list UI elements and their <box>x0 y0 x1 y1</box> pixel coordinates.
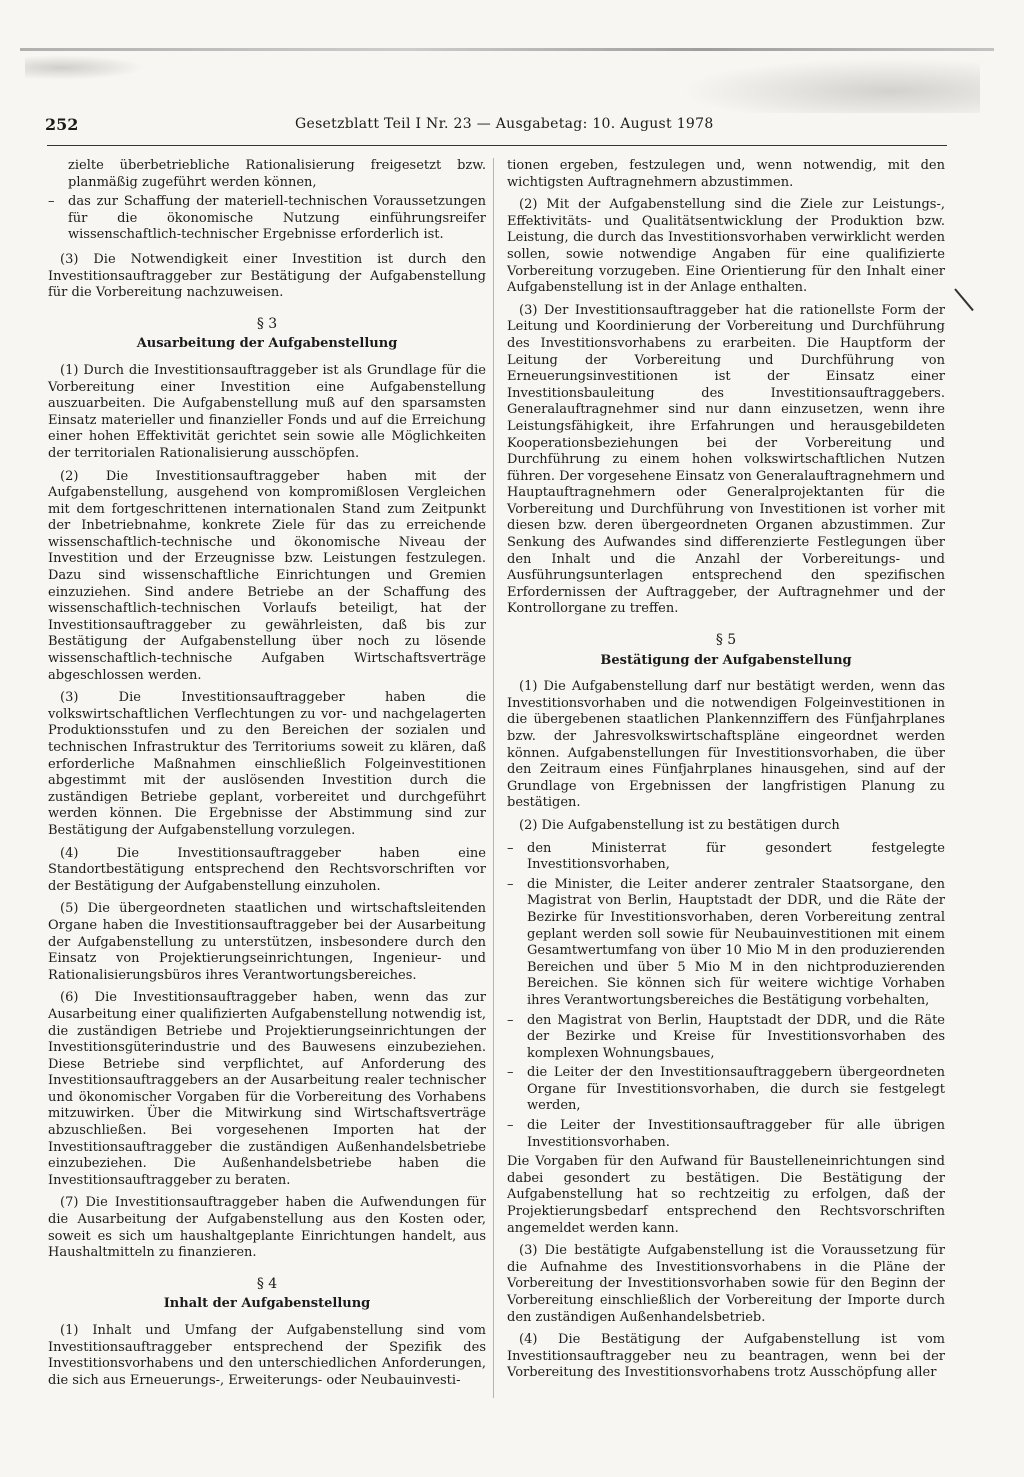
list-item-text: den Magistrat von Berlin, Hauptstadt der DDR, und die Räte der Bezirke und Kreise für Investitionsvorhaben des komplexen Wohnungsbaues, <box>527 1012 945 1061</box>
left-column <box>48 158 486 1395</box>
paragraph: (1) Die Aufgabenstellung darf nur bestätigt werden, wenn das Investitionsvorhaben und die notwendigen Folgeinvestitionen in die übergebenen staatlichen Plankennziffern des Fünfjahrplanes bzw. der Jahresvolkswirtschaftspläne eingeordnet werden können. Aufgabenstellungen für Investitionsvorhaben, die über den Zeitraum eines Fünfjahrplanes hinausgehen, sind auf der Grundlage von Ergebnissen der langfristigen Planung zu bestätigen. <box>507 679 945 811</box>
section-number: § 3 <box>256 315 278 332</box>
list-item <box>507 841 945 874</box>
scan-smudge <box>25 55 145 80</box>
list-item <box>507 1065 945 1115</box>
list-item <box>507 1118 945 1151</box>
right-column <box>507 158 945 1388</box>
list-item-text: den Ministerrat für gesondert festgelegte Investitionsvorhaben, <box>527 840 945 873</box>
section-title: Bestätigung der Aufgabenstellung <box>600 652 852 668</box>
margin-pen-mark <box>954 288 974 311</box>
continuation-text: tionen ergeben, festzulegen und, wenn notwendig, mit den wichtigsten Auftragnehmern abzustimmen. <box>507 158 945 190</box>
section-title: Ausarbeitung der Aufgabenstellung <box>136 336 398 352</box>
scan-smudge <box>680 58 980 113</box>
section-title: Inhalt der Aufgabenstellung <box>163 1296 371 1312</box>
list-item <box>507 877 945 1010</box>
paragraph: (3) Die bestätigte Aufgabenstellung ist die Voraussetzung für die Aufnahme des Investitionsvorhabens in die Pläne der Vorbereitung der Investitionsvorhaben sowie für den Beginn der Vorbereitung einschließlich der Vorbereitung der Importe durch den zuständigen Außenhandelsbetrieb. <box>507 1243 945 1325</box>
paragraph: (2) Die Aufgabenstellung ist zu bestätigen durch <box>519 817 840 833</box>
dash-marker: – <box>507 1012 514 1028</box>
paragraph: (4) Die Bestätigung der Aufgabenstellung ist vom Investitionsauftraggeber neu zu beantragen, wenn bei der Vorbereitung des Investitionsvorhabens trotz Ausschöpfung aller <box>507 1332 945 1381</box>
list-item-text: die Minister, die Leiter anderer zentraler Staatsorgane, den Magistrat von Berlin, Hauptstadt der DDR, und die Räte der Bezirke für Investitionsvorhaben, deren Vorbereitung zentral geplant werden soll sowie für Neubauinvestitionen mit einem Gesamtwertumfang von über 10 Mio M in den produzierenden Bereichen und über 5 Mio M in den nichtproduzierenden Bereichen. Sie können sich für weitere wichtige Vorhaben ihres Verantwortungsbereiches die Bestätigung vorbehalten, <box>527 876 945 1008</box>
list-item <box>48 194 486 244</box>
list-item-text: die Leiter der Investitionsauftraggeber für alle übrigen Investitionsvorhaben. <box>527 1118 945 1150</box>
paragraph: (3) Der Investitionsauftraggeber hat die rationellste Form der Leitung und Koordinierung der Vorbereitung und Durchführung des Investitionsvorhabens zu erarbeiten. Die Hauptform der Leitung der Vorbereitung und Durchführung von Erneuerungsinvestitionen ist der Einsatz einer Investitionsbauleitung des Investitionsauftraggebers. Generalauftragnehmer sind nur dann einzusetzen, wenn ihre Leistungsfähigkeit, ihre Erfahrungen und herausgebildeten Kooperationsbeziehungen bei der Vorbereitung und Durchführung zu einem hohen volkswirtschaftlichen Nutzen führen. Der vorgesehene Einsatz von Generalauftragnehmern und Hauptauftragnehmern oder Generalprojektanten für die Vorbereitung und Durchführung von Investitionen ist vorher mit diesen bzw. deren übergeordneten Organen abzustimmen. Zur Senkung des Aufwandes sind differenzierte Festlegungen über den Inhalt und die Anzahl der Vorbereitungs- und Ausführungsunterlagen entsprechend den spezifischen Erfordernissen der Auftraggeber, der Auftragnehmer und der Kontrollorgane zu treffen. <box>507 302 945 617</box>
paragraph: (2) Mit der Aufgabenstellung sind die Ziele zur Leistungs-, Effektivitäts- und Qualitätsentwicklung der Produktion bzw. Leistung, die durch das Investitionsvorhaben verwirklicht werden sollen, sowie notwendige Angaben für eine qualifizierte Vorbereitung vorzugeben. Eine Orientierung für den Inhalt einer Aufgabenstellung ist in der Anlage enthalten. <box>507 197 945 296</box>
page-number: 252 <box>45 115 79 134</box>
dash-marker: – <box>507 1065 514 1081</box>
scan-top-edge <box>20 48 994 51</box>
paragraph: (3) Die Investitionsauftraggeber haben die volkswirtschaftlichen Verflechtungen zu vor- und nachgelagerten Produktionsstufen und zu den Bereichen der sozialen und technischen Infrastruktur des Territoriums soweit zu klären, daß erforderliche Maßnahmen einschließlich Folgeinvestitionen abgestimmt mit der auslösenden Investition durch die zuständigen Betriebe geplant, vorbereitet und durchgeführt werden können. Die Ergebnisse der Abstimmung sind zur Bestätigung der Aufgabenstellung vorzulegen. <box>48 690 486 838</box>
paragraph: (5) Die übergeordneten staatlichen und wirtschaftsleitenden Organe haben die Investitionsauftraggeber bei der Ausarbeitung der Aufgabenstellung zu unterstützen, insbesondere durch den Einsatz von Projektierungseinrichtungen, Ingenieur- und Rationalisierungsbüros ihres Verantwortungsbereiches. <box>48 901 486 983</box>
paragraph: (2) Die Investitionsauftraggeber haben mit der Aufgabenstellung, ausgehend von kompromißlosen Vergleichen mit dem fortgeschrittenen internationalen Stand zum Zeitpunkt der Inbetriebnahme, konkrete Ziele für das zu erreichende wissenschaftlich-technische und ökonomische Niveau der Investition und der Erzeugnisse bzw. Leistungen festzulegen. Dazu sind wissenschaftliche Einrichtungen und Gremien einzuziehen. Sind andere Betriebe an der Schaffung des wissenschaftlich-technischen Vorlaufs beteiligt, hat der Investitionsauftraggeber zu gewährleisten, daß bis zur Bestätigung der Aufgabenstellung über noch zu lösende wissenschaftlich-technische Aufgaben Wirtschaftsverträge abgeschlossen werden. <box>48 468 486 683</box>
paragraph: (1) Inhalt und Umfang der Aufgabenstellung sind vom Investitionsauftraggeber entsprechend der Spezifik des Investitionsvorhabens und den unterschiedlichen Anforderungen, die sich aus Erneuerungs-, Erweiterungs- oder Neubauinvesti- <box>48 1323 486 1388</box>
running-head: Gesetzblatt Teil I Nr. 23 — Ausgabetag: 10. August 1978 <box>295 116 714 132</box>
list-item-text: das zur Schaffung der materiell-technischen Voraussetzungen für die ökonomische Nutzung einführungsreifer wissenschaftlich-technischer Ergebnisse erforderlich ist. <box>68 194 486 243</box>
column-divider <box>493 158 494 1398</box>
dash-marker: – <box>507 840 514 856</box>
list-item-text: die Leiter der den Investitionsauftraggebern übergeordneten Organe für Investitionsvorhaben, die durch sie festgelegt werden, <box>527 1065 945 1114</box>
paragraph: (7) Die Investitionsauftraggeber haben die Aufwendungen für die Ausarbeitung der Aufgabenstellung aus den Kosten oder, soweit es sich um haushaltgeplante Einrichtungen handelt, aus Haushaltmitteln zu finanzieren. <box>48 1195 486 1261</box>
paragraph: (1) Durch die Investitionsauftraggeber ist als Grundlage für die Vorbereitung einer Investition eine Aufgabenstellung auszuarbeiten. Die Aufgabenstellung muß auf den sparsamsten Einsatz materieller und finanzieller Fonds und auf die Erreichung einer hohen Effektivität gerichtet sein sowie alle Möglichkeiten der territorialen Rationalisierung ausschöpfen. <box>48 362 486 461</box>
paragraph: (4) Die Investitionsauftraggeber haben eine Standortbestätigung entsprechend den Rechtsvorschriften vor der Bestätigung der Aufgabenstellung einzuholen. <box>48 845 486 894</box>
dash-marker: – <box>507 876 514 892</box>
continuation-text: zielte überbetriebliche Rationalisierung freigesetzt bzw. planmäßig zugeführt werden können, <box>68 158 486 190</box>
paragraph: (6) Die Investitionsauftraggeber haben, wenn das zur Ausarbeitung einer qualifizierten Aufgabenstellung notwendig ist, die zuständigen Betriebe und Projektierungseinrichtungen der Investitionsgüterindustrie und des Bauwesens einzubeziehen. Diese Betriebe sind verpflichtet, auf Anforderung des Investitionsauftraggebers an der Ausarbeitung realer technischer und ökonomischer Vorgaben für die Vorbereitung des Vorhabens mitzuwirken. Über die Mitwirkung sind Wirtschaftsverträge abzuschließen. Bei vorgesehenen Importen hat der Investitionsauftraggeber die zuständigen Außenhandelsbetriebe einzubeziehen. Die Außenhandelsbetriebe haben die Investitionsauftraggeber zu beraten. <box>48 990 486 1188</box>
paragraph: Die Vorgaben für den Aufwand für Baustelleneinrichtungen sind dabei gesondert zu bestätigen. Die Bestätigung der Aufgabenstellung hat so rechtzeitig zu erfolgen, daß der Projektierungsbedarf entsprechend den Rechtsvorschriften angemeldet werden kann. <box>507 1154 945 1236</box>
dash-marker: – <box>48 194 55 210</box>
paragraph: (3) Die Notwendigkeit einer Investition ist durch den Investitionsauftraggeber zur Bestätigung der Aufgabenstellung für die Vorbereitung nachzuweisen. <box>48 251 486 301</box>
section-number: § 5 <box>715 632 737 649</box>
dash-marker: – <box>507 1118 514 1134</box>
section-number: § 4 <box>256 1275 278 1292</box>
list-item <box>507 1013 945 1063</box>
page-header <box>45 115 980 141</box>
header-rule <box>47 145 947 146</box>
